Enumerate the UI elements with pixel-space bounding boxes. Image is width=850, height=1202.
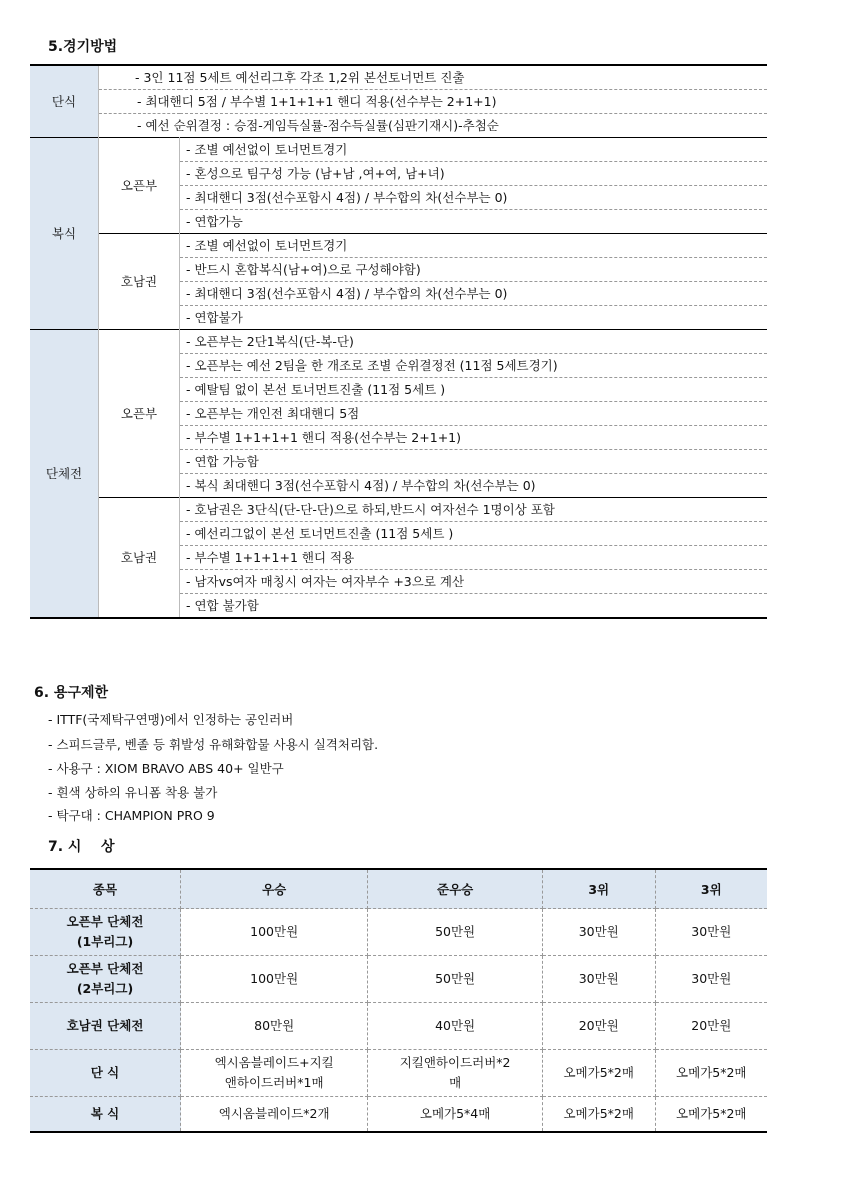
prize-table xyxy=(30,868,767,1133)
prize-cell: 30만원 xyxy=(542,909,655,956)
prize-cell: 50만원 xyxy=(368,956,543,1003)
singles-row xyxy=(30,114,767,138)
subcategory-honam: 호남권 xyxy=(99,498,180,619)
doubles-honam-row xyxy=(30,234,767,258)
prize-row xyxy=(30,909,767,956)
subcategory-honam: 호남권 xyxy=(99,234,180,330)
rule-line: - 연합불가 xyxy=(186,310,243,325)
section-5-title: 5.경기방법 xyxy=(48,39,118,55)
prize-cell: 80만원 xyxy=(181,1003,368,1050)
prize-row xyxy=(30,956,767,1003)
rule-line: - 반드시 혼합복식(남+여)으로 구성해야함) xyxy=(180,258,768,282)
rule-line: - 예선 순위결정 : 승점-게임득실률-점수득실률(심판기재시)-추첨순 xyxy=(137,118,499,133)
prize-row-label: 복 식 xyxy=(30,1097,181,1133)
prize-cell: 30만원 xyxy=(542,956,655,1003)
prize-cell: 엑시옴블레이드*2개 xyxy=(181,1097,368,1133)
rule-line: - 예선리그없이 본선 토너먼트진출 (11점 5세트 ) xyxy=(180,522,768,546)
prize-row xyxy=(30,1097,767,1133)
rule-line: - 연합가능 xyxy=(186,214,243,229)
rule-line: - 조별 예선없이 토너먼트경기 xyxy=(180,234,768,258)
rule-line: - 호남권은 3단식(단-단-단)으로 하되,반드시 여자선수 1명이상 포함 xyxy=(180,498,768,522)
rule-line: - 복식 최대핸디 3점(선수포함시 4점) / 부수합의 차(선수부는 0) xyxy=(186,478,536,493)
prize-cell: 30만원 xyxy=(655,956,767,1003)
rule-line: - 최대핸디 5점 / 부수별 1+1+1+1 핸디 적용(선수부는 2+1+1) xyxy=(99,90,768,114)
category-singles: 단식 xyxy=(30,65,99,138)
rule-line: - 연합 가능함 xyxy=(180,450,768,474)
rule-line: - 혼성으로 팀구성 가능 (남+남 ,여+여, 남+녀) xyxy=(180,162,768,186)
prize-row-label: 오픈부 단체전 (2부리그) xyxy=(30,956,181,1003)
doubles-open-row xyxy=(30,138,767,162)
team-open-row xyxy=(30,330,767,354)
rule-line: - 예탈팀 없이 본선 토너먼트진출 (11점 5세트 ) xyxy=(180,378,768,402)
equipment-item-3: - 사용구 : XIOM BRAVO ABS 40+ 일반구 xyxy=(48,761,284,776)
prize-cell: 오메가5*2매 xyxy=(542,1050,655,1097)
prize-cell: 40만원 xyxy=(368,1003,543,1050)
prize-cell: 오메가5*2매 xyxy=(655,1097,767,1133)
section-7-title: 7. 시 상 xyxy=(48,839,115,855)
rule-line: - 남자vs여자 매칭시 여자는 여자부수 +3으로 계산 xyxy=(180,570,768,594)
header-third-b: 3위 xyxy=(655,869,767,909)
rule-line: - 최대핸디 3점(선수포함시 4점) / 부수합의 차(선수부는 0) xyxy=(180,282,768,306)
header-winner: 우승 xyxy=(181,869,368,909)
game-method-table xyxy=(30,64,767,619)
subcategory-open: 오픈부 xyxy=(99,138,180,234)
prize-cell: 지킬앤하이드러버*2 매 xyxy=(368,1050,543,1097)
prize-cell: 오메가5*2매 xyxy=(542,1097,655,1133)
prize-cell: 20만원 xyxy=(542,1003,655,1050)
equipment-item-2: - 스피드글루, 벤졸 등 휘발성 유해화합물 사용시 실격처리함. xyxy=(48,737,379,752)
rule-line: - 부수별 1+1+1+1 핸디 적용 xyxy=(180,546,768,570)
rule-line: - 연합 불가함 xyxy=(186,598,259,613)
prize-cell: 100만원 xyxy=(181,956,368,1003)
section-6-title: 6. 용구제한 xyxy=(34,685,109,701)
prize-row-label: 호남권 단체전 xyxy=(30,1003,181,1050)
singles-row xyxy=(30,90,767,114)
header-third-a: 3위 xyxy=(542,869,655,909)
equipment-item-5: - 탁구대 : CHAMPION PRO 9 xyxy=(48,808,215,823)
category-doubles: 복식 xyxy=(30,138,99,330)
equipment-item-4: - 흰색 상하의 유니폼 착용 불가 xyxy=(48,785,218,800)
rule-line: - 조별 예선없이 토너먼트경기 xyxy=(180,138,768,162)
prize-header-row xyxy=(30,869,767,909)
header-runner-up: 준우승 xyxy=(368,869,543,909)
prize-row xyxy=(30,1003,767,1050)
header-event: 종목 xyxy=(30,869,181,909)
prize-cell: 30만원 xyxy=(655,909,767,956)
prize-row xyxy=(30,1050,767,1097)
prize-cell: 20만원 xyxy=(655,1003,767,1050)
prize-cell: 엑시옴블레이드+지킬 앤하이드러버*1매 xyxy=(181,1050,368,1097)
prize-cell: 오메가5*2매 xyxy=(655,1050,767,1097)
singles-row xyxy=(30,65,767,90)
prize-cell: 오메가5*4매 xyxy=(368,1097,543,1133)
team-honam-row xyxy=(30,498,767,522)
prize-cell: 50만원 xyxy=(368,909,543,956)
subcategory-open: 오픈부 xyxy=(99,330,180,498)
equipment-item-1: - ITTF(국제탁구연맹)에서 인정하는 공인러버 xyxy=(48,712,294,727)
rule-line: - 오픈부는 개인전 최대핸디 5점 xyxy=(180,402,768,426)
prize-row-label: 단 식 xyxy=(30,1050,181,1097)
rule-line: - 3인 11점 5세트 예선리그후 각조 1,2위 본선토너먼트 진출 xyxy=(99,65,768,90)
rule-line: - 오픈부는 2단1복식(단-복-단) xyxy=(180,330,768,354)
prize-cell: 100만원 xyxy=(181,909,368,956)
category-team: 단체전 xyxy=(30,330,99,619)
rule-line: - 오픈부는 예선 2팀을 한 개조로 조별 순위결정전 (11점 5세트경기) xyxy=(180,354,768,378)
rule-line: - 부수별 1+1+1+1 핸디 적용(선수부는 2+1+1) xyxy=(180,426,768,450)
prize-row-label: 오픈부 단체전 (1부리그) xyxy=(30,909,181,956)
rule-line: - 최대핸디 3점(선수포함시 4점) / 부수합의 차(선수부는 0) xyxy=(180,186,768,210)
